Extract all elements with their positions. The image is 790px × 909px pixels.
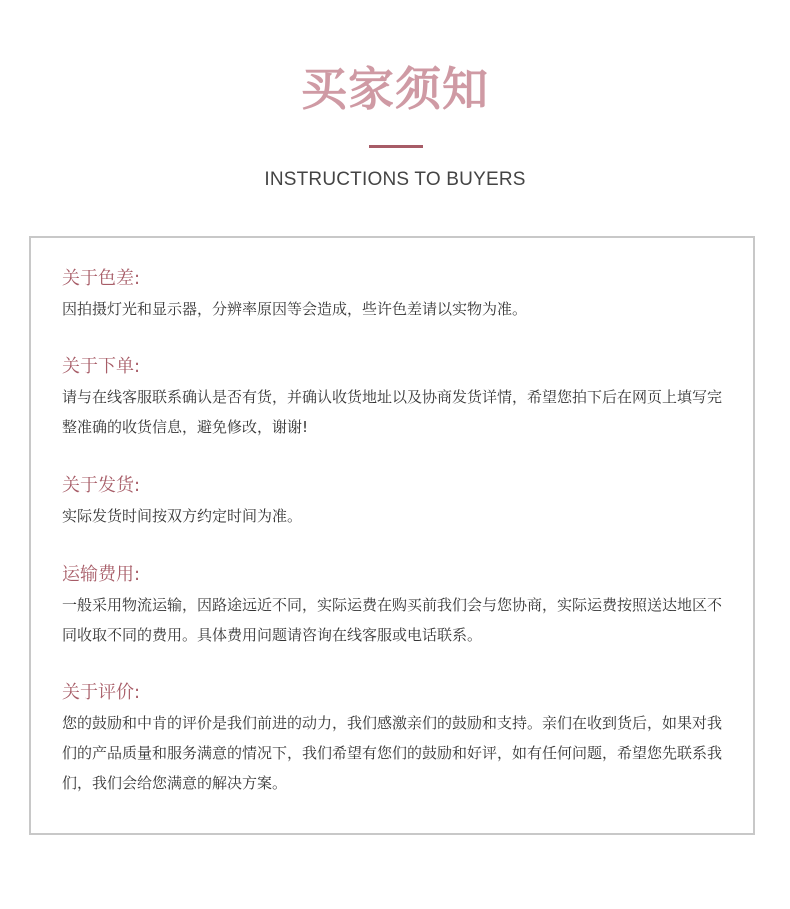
page-title: 买家须知 bbox=[301, 62, 489, 116]
section-heading: 关于发货: bbox=[62, 475, 141, 496]
section-heading: 关于评价: bbox=[62, 682, 141, 703]
section-ordering bbox=[62, 354, 732, 442]
section-heading: 运输费用: bbox=[62, 564, 141, 585]
section-color-difference bbox=[62, 266, 732, 324]
section-body: 您的鼓励和中肯的评价是我们前进的动力，我们感激亲们的鼓励和支持。亲们在收到货后，如果对我们的产品质量和服务满意的情况下，我们希望有您们的鼓励和好评，如有任何问题，希望您先联系我们，我们会给您满意的解决方案。 bbox=[62, 714, 723, 792]
section-body: 实际发货时间按双方约定时间为准。 bbox=[62, 507, 303, 525]
title-divider bbox=[369, 145, 423, 148]
section-body: 请与在线客服联系确认是否有货，并确认收货地址以及协商发货详情，希望您拍下后在网页上填写完整准确的收货信息，避免修改，谢谢! bbox=[62, 388, 723, 436]
page-subtitle: INSTRUCTIONS TO BUYERS bbox=[264, 169, 526, 190]
section-heading: 关于色差: bbox=[62, 268, 141, 289]
section-heading: 关于下单: bbox=[62, 356, 141, 377]
section-reviews bbox=[62, 680, 732, 798]
section-body: 因拍摄灯光和显示器，分辨率原因等会造成，些许色差请以实物为准。 bbox=[62, 300, 528, 318]
section-shipping bbox=[62, 473, 732, 531]
section-shipping-cost bbox=[62, 562, 732, 650]
section-body: 一般采用物流运输，因路途远近不同，实际运费在购买前我们会与您协商，实际运费按照送达地区不同收取不同的费用。具体费用问题请咨询在线客服或电话联系。 bbox=[62, 596, 723, 644]
